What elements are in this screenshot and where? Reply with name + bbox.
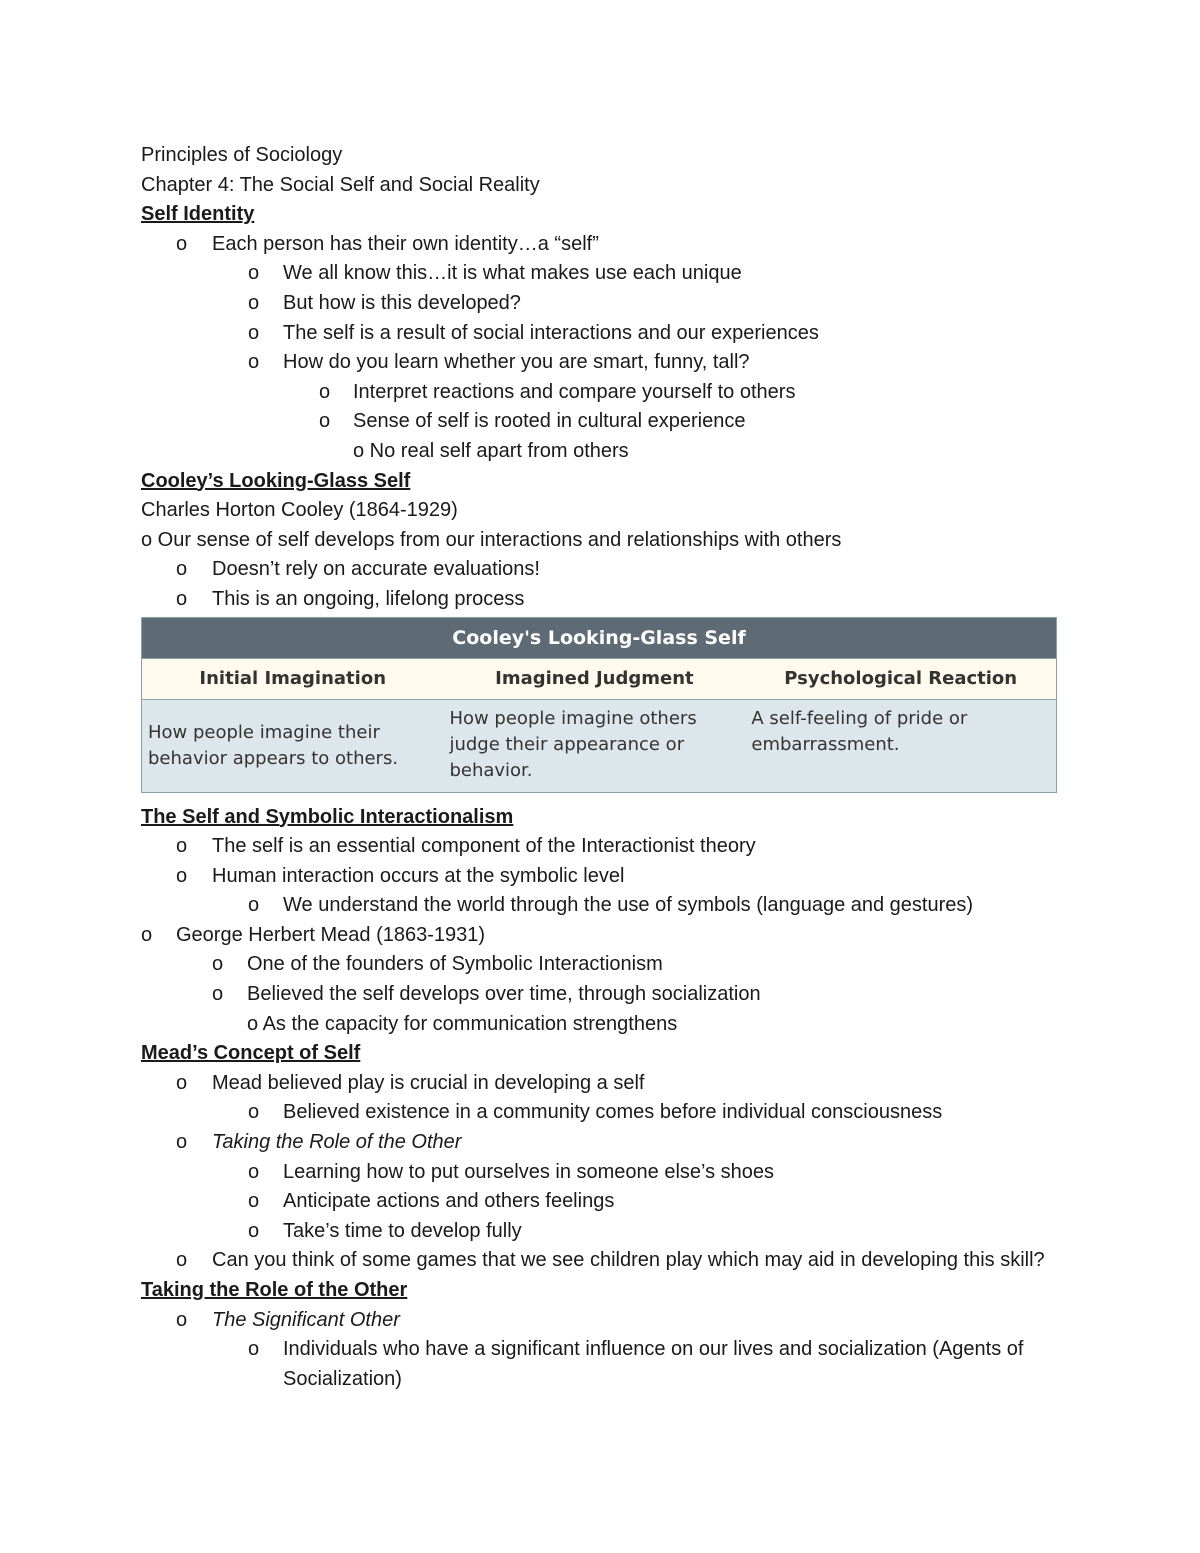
list-item: o Can you think of some games that we see children play which may aid in developing this skill? bbox=[141, 1246, 1062, 1276]
bullet-marker: o bbox=[248, 1190, 260, 1213]
bullet-marker: o bbox=[176, 558, 188, 581]
bullet-marker: o bbox=[176, 1308, 188, 1331]
list-item: o Human interaction occurs at the symbolic level bbox=[141, 862, 1061, 892]
list-item: o The self is an essential component of the Interactionist theory bbox=[141, 832, 1061, 862]
cooley-person: Charles Horton Cooley (1864-1929) bbox=[141, 499, 458, 522]
list-item: o We understand the world through the use of symbols (language and gestures) bbox=[141, 891, 1061, 921]
list-item: o Doesn’t rely on accurate evaluations! bbox=[141, 555, 1061, 585]
list-item: o Interpret reactions and compare yourself to others bbox=[141, 378, 1061, 408]
table-header: Initial Imagination bbox=[142, 658, 444, 699]
list-item: o Believed existence in a community comes before individual consciousness bbox=[141, 1098, 1061, 1128]
heading-cooley: Cooley’s Looking-Glass Self bbox=[141, 469, 411, 492]
list-item: o Sense of self is rooted in cultural experience bbox=[141, 407, 1061, 437]
bullet-marker: o bbox=[141, 923, 153, 946]
list-item: o Learning how to put ourselves in someone else’s shoes bbox=[141, 1158, 1061, 1188]
heading-symbolic: The Self and Symbolic Interactionalism bbox=[141, 805, 514, 828]
looking-glass-table bbox=[141, 617, 1057, 793]
document-content bbox=[141, 141, 1061, 1394]
bullet-marker: o bbox=[248, 1219, 260, 1242]
list-item: o Taking the Role of the Other bbox=[141, 1128, 1061, 1158]
list-item: o As the capacity for communication strengthens bbox=[247, 1012, 678, 1035]
bullet-marker: o bbox=[176, 1249, 188, 1272]
list-item: o We all know this…it is what makes use each unique bbox=[141, 259, 1061, 289]
bullet-marker: o bbox=[248, 894, 260, 917]
list-item: o George Herbert Mead (1863-1931) bbox=[141, 921, 1061, 951]
table-title: Cooley's Looking-Glass Self bbox=[142, 617, 1057, 658]
bullet-marker: o bbox=[248, 1101, 260, 1124]
bullet-marker: o bbox=[248, 1338, 260, 1361]
bullet-marker: o bbox=[319, 410, 331, 433]
bullet-marker: o bbox=[176, 835, 188, 858]
list-item: o This is an ongoing, lifelong process bbox=[141, 585, 1061, 615]
heading-mead: Mead’s Concept of Self bbox=[141, 1042, 361, 1065]
bullet-marker: o bbox=[176, 232, 188, 255]
bullet-marker: o bbox=[212, 953, 224, 976]
list-item: o Each person has their own identity…a “self” bbox=[141, 230, 1061, 260]
list-item: o How do you learn whether you are smart, funny, tall? bbox=[141, 348, 1061, 378]
bullet-marker: o bbox=[176, 587, 188, 610]
list-item: o Anticipate actions and others feelings bbox=[141, 1187, 1061, 1217]
document-title: Principles of Sociology bbox=[141, 144, 343, 166]
table-cell: A self-feeling of pride or embarrassment. bbox=[745, 699, 1056, 792]
list-item: o No real self apart from others bbox=[353, 439, 629, 462]
heading-role-of-other: Taking the Role of the Other bbox=[141, 1279, 408, 1301]
bullet-marker: o bbox=[248, 291, 260, 314]
bullet-marker: o bbox=[319, 380, 331, 403]
list-item: o The self is a result of social interactions and our experiences bbox=[141, 319, 1061, 349]
list-item: o Take’s time to develop fully bbox=[141, 1217, 1061, 1247]
list-item: o One of the founders of Symbolic Interactionism bbox=[141, 950, 1061, 980]
bullet-marker: o bbox=[176, 864, 188, 887]
bullet-marker: o bbox=[176, 1071, 188, 1094]
bullet-marker: o bbox=[248, 321, 260, 344]
bullet-marker: o bbox=[248, 1160, 260, 1183]
bullet-marker: o bbox=[248, 351, 260, 374]
bullet-marker: o bbox=[176, 1131, 188, 1154]
heading-self-identity: Self Identity bbox=[141, 203, 255, 226]
cooley-summary: o Our sense of self develops from our interactions and relationships with others bbox=[141, 528, 842, 551]
bullet-marker: o bbox=[248, 262, 260, 285]
list-item: o But how is this developed? bbox=[141, 289, 1061, 319]
list-item: o Believed the self develops over time, through socialization bbox=[141, 980, 1061, 1010]
list-item: o Mead believed play is crucial in developing a self bbox=[141, 1069, 1061, 1099]
table-header: Imagined Judgment bbox=[443, 658, 745, 699]
list-item: o The Significant Other bbox=[141, 1306, 1061, 1336]
table-header: Psychological Reaction bbox=[745, 658, 1056, 699]
table-cell: How people imagine others judge their appearance or behavior. bbox=[443, 699, 745, 792]
bullet-marker: o bbox=[212, 983, 224, 1006]
table-cell: How people imagine their behavior appears to others. bbox=[142, 699, 444, 792]
chapter-title: Chapter 4: The Social Self and Social Reality bbox=[141, 173, 540, 196]
list-item: o Individuals who have a significant influence on our lives and socialization (Agents of Socialization) bbox=[141, 1335, 1061, 1394]
